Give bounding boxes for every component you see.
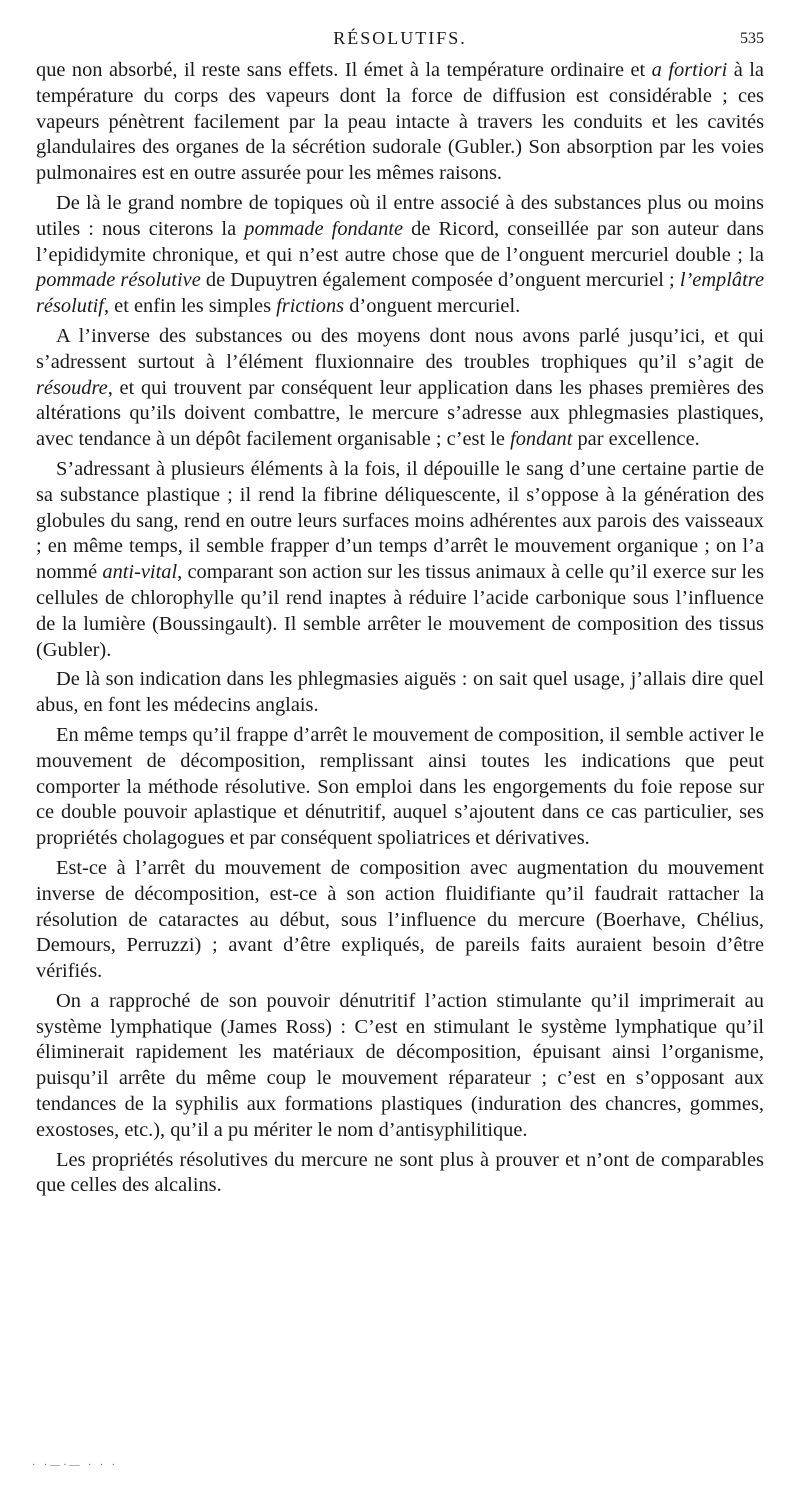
italic-term: fondant — [510, 428, 573, 451]
paragraph — [36, 989, 764, 1144]
italic-term: l’emplâtre résolutif — [36, 269, 764, 318]
page-number: 535 — [740, 30, 764, 47]
paragraph — [36, 667, 764, 719]
paragraph — [36, 1148, 764, 1200]
paragraph — [36, 457, 764, 663]
italic-term: anti-vital — [102, 561, 178, 584]
text-run: , comparant son action sur les tissus animaux à celle qu’il exerce sur les cellules de chlorophylle qu’il rend inaptes à réduire l’acide carbonique sous l’influence de la lumière (Boussingault). Il semble arrêter le mouvement de composition des tissus (Gubler). — [36, 561, 765, 661]
text-run: , et enfin les simples — [103, 295, 277, 318]
footer-mark: · ·—·— · · · — [32, 1460, 118, 1471]
italic-term: a fortiori — [651, 59, 728, 81]
text-run: Est-ce à l’arrêt du mouvement de composition avec augmentation du mouvement inverse de décomposition, est-ce à son action fluidifiante qu’il faudrait rattacher la résolution de cataractes au début, sous l’influence du mercure (Boerhave, Chélius, Demours, Perruzzi) ; avant d’être expliqués, de pareils faits auraient besoin d’être vérifiés. — [36, 856, 764, 983]
text-run: S’adressant à plusieurs éléments à la fois, il dépouille le sang d’une certaine partie de sa substance plastique ; il rend la fibrine déliquescente, il s’oppose à la génération des globules du sang, rend en outre leurs surfaces moins adhérentes aux parois des vaisseaux ; en même temps, il semble frapper d’un temps d’arrêt le mouvement organique ; on l’a nommé — [36, 457, 764, 584]
paragraph — [36, 723, 764, 852]
text-run: , et qui trouvent par conséquent leur application dans les phases premières des altérations qu’ils doivent combattre, le mercure s’adresse aux phlegmasies plastiques, avec tendance à un dépôt facilement organisable ; c’est le — [36, 376, 764, 451]
text-run: de Dupuytren également composée d’onguent mercuriel ; — [200, 269, 680, 292]
text-run: à la température du corps des vapeurs dont la force de diffusion est considérable ; ces vapeurs pénètrent facilement par la peau intacte à travers les conduits et les cavités glandulaires des organes de la sécrétion sudorale (Gubler.) Son absorption par les voies pulmonaires est en outre assurée pour les mêmes raisons. — [36, 59, 764, 185]
page-header — [36, 0, 764, 58]
text-run: Les propriétés résolutives du mercure ne sont plus à prouver et n’ont de comparables que celles des alcalins. — [36, 1148, 764, 1197]
text-run: d’onguent mercuriel. — [344, 295, 521, 318]
body-text — [36, 58, 764, 1199]
text-run: A l’inverse des substances ou des moyens dont nous avons parlé jusqu’ici, et qui s’adressent surtout à l’élément fluxionnaire des troubles trophiques qu’il s’agit de — [36, 324, 764, 373]
text-run: de Ricord, conseillée par son auteur dans l’epididymite chronique, et qui n’est autre chose que de l’onguent mercuriel double ; la — [36, 217, 764, 266]
paragraph — [36, 856, 764, 985]
paragraph — [36, 58, 764, 187]
paragraph — [36, 324, 764, 453]
text-run: En même temps qu’il frappe d’arrêt le mouvement de composition, il semble activer le mouvement de décomposition, remplissant ainsi toutes les indications que peut comporter la méthode résolutive. Son emploi dans les engorgements du foie repose sur ce double pouvoir aplastique et dénutritif, auquel s’ajoutent dans ce cas particulier, ses propriétés cholagogues et par conséquent spoliatrices et dérivatives. — [36, 723, 764, 850]
italic-term: frictions — [276, 295, 345, 318]
italic-term: pommade résolutive — [36, 269, 201, 292]
italic-term: pommade fondante — [244, 217, 404, 240]
italic-term: résoudre — [36, 376, 108, 399]
text-run: De là son indication dans les phlegmasies aiguës : on sait quel usage, j’allais dire quel abus, en font les médecins anglais. — [36, 668, 764, 717]
text-run: que non absorbé, il reste sans effets. Il émet à la température ordinaire et — [36, 59, 652, 81]
text-run: par excellence. — [572, 428, 700, 451]
running-title: RÉSOLUTIFS. — [333, 28, 467, 48]
text-run: De là le grand nombre de topiques où il entre associé à des substances plus ou moins utiles : nous citerons la — [36, 191, 764, 240]
text-run: On a rapproché de son pouvoir dénutritif l’action stimulante qu’il imprimerait au système lymphatique (James Ross) : C’est en stimulant le système lymphatique qu’il éliminerait rapidement les matériaux de décomposition, épuisant ainsi l’organisme, puisqu’il arrête du même coup le mouvement réparateur ; c’est en s’opposant aux tendances de la syphilis aux formations plastiques (induration des chancres, gommes, exostoses, etc.), qu’il a pu mériter le nom d’antisyphilitique. — [36, 989, 764, 1141]
paragraph — [36, 191, 764, 320]
